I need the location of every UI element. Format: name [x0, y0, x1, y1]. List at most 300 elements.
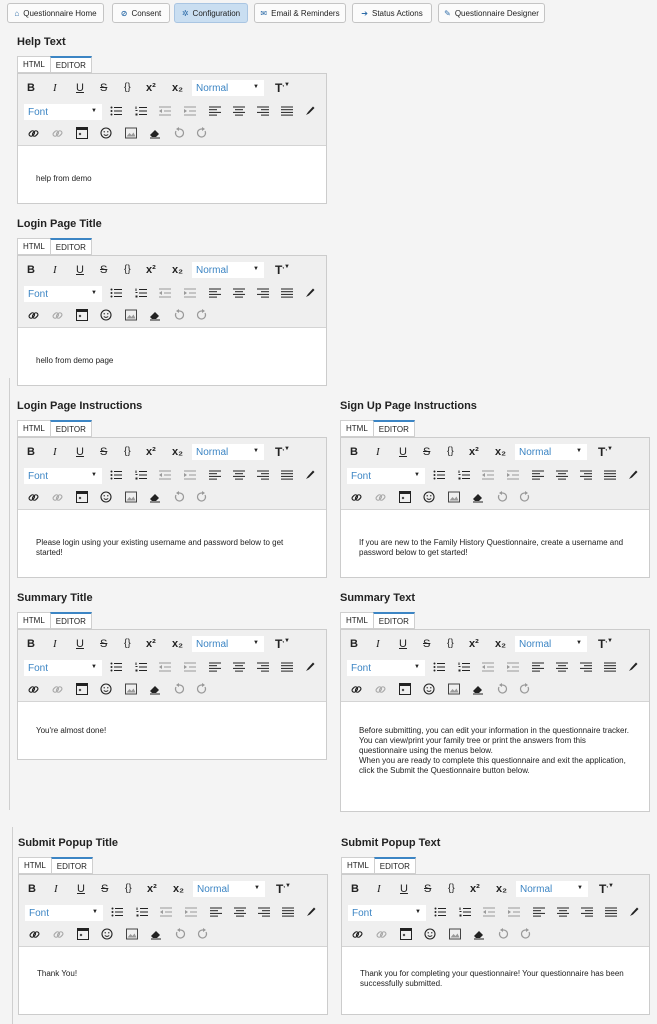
indent-icon[interactable] — [185, 907, 197, 917]
editor-toolbar — [341, 630, 649, 702]
caret-down-icon: ▼ — [254, 885, 260, 891]
caret-down-icon: ,▼ — [282, 446, 290, 452]
tab-editor[interactable]: EDITOR — [374, 857, 416, 874]
editor-mode-tabs — [17, 238, 92, 255]
rich-text-editor — [17, 255, 327, 386]
image-icon[interactable] — [125, 683, 137, 695]
subscript-button[interactable]: x₂ — [172, 446, 184, 458]
underline-button[interactable]: U — [76, 638, 84, 650]
indent-icon[interactable] — [184, 470, 196, 480]
eraser-icon[interactable] — [149, 491, 161, 503]
indent-icon[interactable] — [507, 470, 519, 480]
tab-editor[interactable]: EDITOR — [50, 238, 92, 255]
underline-button[interactable]: U — [399, 638, 407, 650]
submit-popup-title-label: Submit Popup Title — [18, 837, 119, 849]
editor-content[interactable] — [341, 702, 649, 811]
tab-questionnaire-designer[interactable] — [438, 3, 545, 23]
caret-down-icon: ▼ — [91, 290, 97, 296]
code-button[interactable]: {} — [124, 82, 131, 93]
editor-content[interactable] — [342, 947, 649, 1014]
numbered-list-icon[interactable] — [135, 662, 147, 672]
editor-content[interactable] — [19, 947, 327, 1014]
text-color-icon[interactable] — [305, 469, 316, 480]
underline-button[interactable]: U — [77, 883, 85, 895]
bold-button[interactable]: B — [351, 883, 359, 895]
undo-icon[interactable] — [174, 928, 186, 940]
align-right-icon[interactable] — [257, 470, 269, 480]
tab-html[interactable]: HTML — [17, 56, 51, 73]
text-size-icon: T — [275, 445, 283, 459]
superscript-button[interactable]: x² — [146, 82, 156, 94]
emoji-icon[interactable] — [423, 683, 435, 695]
subscript-button[interactable]: x₂ — [172, 264, 184, 276]
outdent-icon[interactable] — [159, 106, 171, 116]
insert-box-icon[interactable] — [400, 928, 412, 940]
outdent-icon[interactable] — [159, 470, 171, 480]
paragraph-style-select[interactable] — [192, 444, 264, 460]
superscript-button[interactable]: x² — [469, 638, 479, 650]
redo-icon[interactable] — [196, 683, 208, 695]
align-justify-icon[interactable] — [604, 470, 616, 480]
undo-icon[interactable] — [173, 127, 185, 139]
section-divider — [12, 827, 13, 1024]
tab-html[interactable]: HTML — [340, 612, 374, 629]
rich-text-editor — [17, 73, 327, 204]
editor-toolbar — [341, 438, 649, 510]
unlink-icon[interactable] — [52, 684, 63, 695]
text-color-icon[interactable] — [305, 661, 316, 672]
bullet-list-icon[interactable] — [110, 662, 122, 672]
outdent-icon[interactable] — [483, 907, 495, 917]
rich-text-editor — [340, 437, 650, 578]
emoji-icon[interactable] — [100, 309, 112, 321]
subscript-button[interactable]: x₂ — [172, 82, 184, 94]
indent-icon[interactable] — [184, 106, 196, 116]
bullet-list-icon[interactable] — [433, 662, 445, 672]
tab-html[interactable]: HTML — [341, 857, 375, 874]
paragraph-style-select[interactable] — [193, 881, 265, 897]
link-icon[interactable] — [351, 684, 362, 695]
emoji-icon[interactable] — [100, 491, 112, 503]
align-left-icon[interactable] — [533, 907, 545, 917]
unlink-icon[interactable] — [375, 684, 386, 695]
editor-content[interactable] — [18, 510, 326, 577]
align-right-icon[interactable] — [580, 470, 592, 480]
gear-icon: ✲ — [181, 8, 189, 18]
align-left-icon[interactable] — [209, 662, 221, 672]
insert-box-icon[interactable] — [399, 491, 411, 503]
underline-button[interactable]: U — [76, 264, 84, 276]
caret-down-icon: ,▼ — [282, 82, 290, 88]
align-left-icon[interactable] — [532, 470, 544, 480]
rich-text-editor — [18, 874, 328, 1015]
link-icon[interactable] — [352, 929, 363, 940]
tab-editor[interactable]: EDITOR — [51, 857, 93, 874]
superscript-button[interactable]: x² — [469, 446, 479, 458]
code-button[interactable]: {} — [447, 638, 454, 649]
editor-content[interactable] — [341, 510, 649, 577]
underline-button[interactable]: U — [76, 82, 84, 94]
editor-mode-tabs — [17, 612, 92, 629]
font-family-value: Font — [29, 907, 50, 919]
undo-icon[interactable] — [496, 491, 508, 503]
tab-editor[interactable]: EDITOR — [50, 612, 92, 629]
bullet-list-icon[interactable] — [110, 470, 122, 480]
code-button[interactable]: {} — [447, 446, 454, 457]
editor-paragraph: You're almost done! — [36, 726, 107, 735]
bullet-list-icon[interactable] — [110, 288, 122, 298]
text-color-icon[interactable] — [305, 105, 316, 116]
editor-paragraph: hello from demo page — [36, 356, 114, 365]
italic-button[interactable]: I — [53, 82, 57, 94]
image-icon[interactable] — [125, 309, 137, 321]
link-icon[interactable] — [29, 929, 40, 940]
tab-consent[interactable] — [112, 3, 170, 23]
font-family-value: Font — [352, 907, 373, 919]
emoji-icon[interactable] — [424, 928, 436, 940]
tab-label: Status Actions — [372, 8, 423, 18]
help-text-field — [17, 36, 327, 204]
outdent-icon[interactable] — [482, 470, 494, 480]
editor-content[interactable] — [18, 702, 326, 759]
strikethrough-button[interactable]: S — [100, 638, 108, 650]
image-icon[interactable] — [448, 683, 460, 695]
font-family-select[interactable] — [348, 905, 426, 921]
eraser-icon[interactable] — [473, 928, 485, 940]
paragraph-style-value: Normal — [519, 638, 552, 650]
tab-configuration[interactable] — [174, 3, 248, 23]
emoji-icon[interactable] — [423, 491, 435, 503]
caret-down-icon: ▼ — [414, 664, 420, 670]
align-center-icon[interactable] — [233, 106, 245, 116]
align-right-icon[interactable] — [580, 662, 592, 672]
tab-html[interactable]: HTML — [340, 420, 374, 437]
font-family-select[interactable] — [24, 104, 102, 120]
unlink-icon[interactable] — [375, 492, 386, 503]
strikethrough-button[interactable]: S — [100, 264, 108, 276]
superscript-button[interactable]: x² — [146, 446, 156, 458]
editor-mode-tabs — [341, 857, 416, 874]
paragraph-style-select[interactable] — [515, 444, 587, 460]
eraser-icon[interactable] — [472, 491, 484, 503]
text-size-button[interactable] — [598, 638, 613, 650]
redo-icon[interactable] — [520, 928, 532, 940]
align-center-icon[interactable] — [233, 662, 245, 672]
italic-button[interactable]: I — [53, 638, 57, 650]
paragraph-style-select[interactable] — [516, 881, 588, 897]
paragraph-style-select[interactable] — [192, 80, 264, 96]
undo-icon[interactable] — [497, 928, 509, 940]
text-color-icon[interactable] — [305, 287, 316, 298]
italic-button[interactable]: I — [377, 883, 381, 895]
italic-button[interactable]: I — [376, 638, 380, 650]
tab-html[interactable]: HTML — [17, 238, 51, 255]
redo-icon[interactable] — [519, 491, 531, 503]
superscript-button[interactable]: x² — [146, 264, 156, 276]
unlink-icon[interactable] — [53, 929, 64, 940]
bullet-list-icon[interactable] — [110, 106, 122, 116]
tab-editor[interactable]: EDITOR — [373, 612, 415, 629]
align-center-icon[interactable] — [556, 470, 568, 480]
italic-button[interactable]: I — [53, 264, 57, 276]
bold-button[interactable]: B — [27, 82, 35, 94]
text-size-button[interactable] — [276, 883, 291, 895]
link-icon[interactable] — [28, 310, 39, 321]
insert-box-icon[interactable] — [76, 309, 88, 321]
signup-page-instructions-label: Sign Up Page Instructions — [340, 400, 477, 412]
subscript-button[interactable]: x₂ — [495, 446, 507, 458]
align-center-icon[interactable] — [233, 288, 245, 298]
strikethrough-button[interactable]: S — [100, 446, 108, 458]
text-size-button[interactable] — [275, 264, 290, 276]
strikethrough-button[interactable]: S — [101, 883, 109, 895]
outdent-icon[interactable] — [159, 288, 171, 298]
subscript-button[interactable]: x₂ — [173, 883, 185, 895]
text-size-button[interactable] — [599, 883, 614, 895]
align-left-icon[interactable] — [532, 662, 544, 672]
underline-button[interactable]: U — [400, 883, 408, 895]
image-icon[interactable] — [449, 928, 461, 940]
link-icon[interactable] — [28, 684, 39, 695]
caret-down-icon: ▼ — [253, 640, 259, 646]
code-button[interactable]: {} — [448, 883, 455, 894]
text-size-button[interactable] — [275, 638, 290, 650]
unlink-icon[interactable] — [376, 929, 387, 940]
align-justify-icon[interactable] — [605, 907, 617, 917]
align-right-icon[interactable] — [581, 907, 593, 917]
caret-down-icon: ▼ — [253, 448, 259, 454]
login-page-instructions-label: Login Page Instructions — [17, 400, 143, 412]
text-size-button[interactable] — [275, 446, 290, 458]
redo-icon[interactable] — [197, 928, 209, 940]
bullet-list-icon[interactable] — [433, 470, 445, 480]
eraser-icon[interactable] — [149, 683, 161, 695]
code-button[interactable]: {} — [124, 446, 131, 457]
align-center-icon[interactable] — [233, 470, 245, 480]
text-color-icon[interactable] — [628, 661, 639, 672]
strikethrough-button[interactable]: S — [423, 446, 431, 458]
align-justify-icon[interactable] — [604, 662, 616, 672]
subscript-button[interactable]: x₂ — [495, 638, 507, 650]
align-right-icon[interactable] — [257, 288, 269, 298]
text-color-icon[interactable] — [629, 906, 640, 917]
numbered-list-icon[interactable] — [459, 907, 471, 917]
numbered-list-icon[interactable] — [135, 470, 147, 480]
editor-content[interactable] — [18, 146, 326, 203]
emoji-icon[interactable] — [100, 683, 112, 695]
italic-button[interactable]: I — [53, 446, 57, 458]
align-center-icon[interactable] — [556, 662, 568, 672]
tab-editor[interactable]: EDITOR — [50, 56, 92, 73]
align-right-icon[interactable] — [257, 662, 269, 672]
paragraph-style-value: Normal — [196, 638, 229, 650]
eraser-icon[interactable] — [149, 309, 161, 321]
link-icon[interactable] — [28, 492, 39, 503]
image-icon[interactable] — [126, 928, 138, 940]
align-left-icon[interactable] — [209, 470, 221, 480]
signup-page-instructions-field — [340, 400, 650, 578]
paragraph-style-value: Normal — [196, 264, 229, 276]
tab-status-actions[interactable] — [352, 3, 432, 23]
caret-down-icon: ▼ — [253, 266, 259, 272]
font-family-select[interactable] — [347, 468, 425, 484]
font-family-select[interactable] — [24, 660, 102, 676]
image-icon[interactable] — [448, 491, 460, 503]
paragraph-style-select[interactable] — [515, 636, 587, 652]
redo-icon[interactable] — [519, 683, 531, 695]
superscript-button[interactable]: x² — [147, 883, 157, 895]
bullet-list-icon[interactable] — [111, 907, 123, 917]
font-family-value: Font — [28, 662, 49, 674]
image-icon[interactable] — [125, 127, 137, 139]
insert-box-icon[interactable] — [76, 491, 88, 503]
link-icon[interactable] — [28, 128, 39, 139]
tab-html[interactable]: HTML — [17, 420, 51, 437]
redo-icon[interactable] — [196, 127, 208, 139]
font-family-select[interactable] — [347, 660, 425, 676]
bold-button[interactable]: B — [28, 883, 36, 895]
emoji-icon[interactable] — [100, 127, 112, 139]
eraser-icon[interactable] — [149, 127, 161, 139]
strikethrough-button[interactable]: S — [423, 638, 431, 650]
tab-email-reminders[interactable] — [254, 3, 346, 23]
tab-html[interactable]: HTML — [17, 612, 51, 629]
redo-icon[interactable] — [196, 309, 208, 321]
login-page-title-field — [17, 218, 327, 386]
bold-button[interactable]: B — [350, 638, 358, 650]
tab-questionnaire-home[interactable] — [7, 3, 104, 23]
align-left-icon[interactable] — [210, 907, 222, 917]
bold-button[interactable]: B — [27, 264, 35, 276]
italic-button[interactable]: I — [54, 883, 58, 895]
align-justify-icon[interactable] — [282, 907, 294, 917]
code-button[interactable]: {} — [125, 883, 132, 894]
caret-down-icon: ▼ — [91, 664, 97, 670]
numbered-list-icon[interactable] — [136, 907, 148, 917]
align-left-icon[interactable] — [209, 106, 221, 116]
numbered-list-icon[interactable] — [135, 288, 147, 298]
undo-icon[interactable] — [173, 683, 185, 695]
code-button[interactable]: {} — [124, 638, 131, 649]
insert-box-icon[interactable] — [76, 683, 88, 695]
bold-button[interactable]: B — [27, 638, 35, 650]
bold-button[interactable]: B — [350, 446, 358, 458]
indent-icon[interactable] — [184, 662, 196, 672]
tab-editor[interactable]: EDITOR — [373, 420, 415, 437]
numbered-list-icon[interactable] — [458, 662, 470, 672]
subscript-button[interactable]: x₂ — [172, 638, 184, 650]
text-size-button[interactable] — [275, 82, 290, 94]
align-center-icon[interactable] — [557, 907, 569, 917]
unlink-icon[interactable] — [52, 492, 63, 503]
text-size-icon: T — [275, 637, 283, 651]
font-family-value: Font — [28, 106, 49, 118]
tab-html[interactable]: HTML — [18, 857, 52, 874]
caret-down-icon: ,▼ — [605, 446, 613, 452]
indent-icon[interactable] — [184, 288, 196, 298]
indent-icon[interactable] — [507, 662, 519, 672]
editor-toolbar — [18, 630, 326, 702]
align-center-icon[interactable] — [234, 907, 246, 917]
caret-down-icon: ▼ — [91, 108, 97, 114]
image-icon[interactable] — [125, 491, 137, 503]
strikethrough-button[interactable]: S — [100, 82, 108, 94]
bullet-list-icon[interactable] — [434, 907, 446, 917]
outdent-icon[interactable] — [159, 662, 171, 672]
align-justify-icon[interactable] — [281, 288, 293, 298]
text-color-icon[interactable] — [306, 906, 317, 917]
text-size-icon: T — [275, 263, 283, 277]
align-left-icon[interactable] — [209, 288, 221, 298]
subscript-button[interactable]: x₂ — [496, 883, 508, 895]
font-family-select[interactable] — [24, 286, 102, 302]
caret-down-icon: ▼ — [91, 472, 97, 478]
insert-box-icon[interactable] — [399, 683, 411, 695]
emoji-icon[interactable] — [101, 928, 113, 940]
editor-mode-tabs — [18, 857, 93, 874]
paragraph-style-value: Normal — [196, 446, 229, 458]
superscript-button[interactable]: x² — [470, 883, 480, 895]
font-family-value: Font — [28, 470, 49, 482]
bold-button[interactable]: B — [27, 446, 35, 458]
outdent-icon[interactable] — [482, 662, 494, 672]
align-right-icon[interactable] — [257, 106, 269, 116]
code-button[interactable]: {} — [124, 264, 131, 275]
summary-text-field — [340, 592, 650, 812]
redo-icon[interactable] — [196, 491, 208, 503]
editor-toolbar — [18, 438, 326, 510]
align-justify-icon[interactable] — [281, 106, 293, 116]
outdent-icon[interactable] — [160, 907, 172, 917]
font-family-select[interactable] — [25, 905, 103, 921]
numbered-list-icon[interactable] — [458, 470, 470, 480]
unlink-icon[interactable] — [52, 310, 63, 321]
indent-icon[interactable] — [508, 907, 520, 917]
paragraph-style-select[interactable] — [192, 262, 264, 278]
underline-button[interactable]: U — [76, 446, 84, 458]
caret-down-icon: ▼ — [576, 448, 582, 454]
tab-label: Consent — [131, 8, 162, 18]
eraser-icon[interactable] — [472, 683, 484, 695]
undo-icon[interactable] — [496, 683, 508, 695]
insert-box-icon[interactable] — [76, 127, 88, 139]
eraser-icon[interactable] — [150, 928, 162, 940]
superscript-button[interactable]: x² — [146, 638, 156, 650]
editor-paragraph: help from demo — [36, 174, 92, 183]
undo-icon[interactable] — [173, 491, 185, 503]
numbered-list-icon[interactable] — [135, 106, 147, 116]
font-family-select[interactable] — [24, 468, 102, 484]
paragraph-style-select[interactable] — [192, 636, 264, 652]
italic-button[interactable]: I — [376, 446, 380, 458]
align-justify-icon[interactable] — [281, 662, 293, 672]
strikethrough-button[interactable]: S — [424, 883, 432, 895]
tab-editor[interactable]: EDITOR — [50, 420, 92, 437]
text-size-button[interactable] — [598, 446, 613, 458]
underline-button[interactable]: U — [399, 446, 407, 458]
align-right-icon[interactable] — [258, 907, 270, 917]
text-color-icon[interactable] — [628, 469, 639, 480]
link-icon[interactable] — [351, 492, 362, 503]
align-justify-icon[interactable] — [281, 470, 293, 480]
caret-down-icon: ▼ — [92, 909, 98, 915]
editor-content[interactable] — [18, 328, 326, 385]
paragraph-style-value: Normal — [520, 883, 553, 895]
undo-icon[interactable] — [173, 309, 185, 321]
insert-box-icon[interactable] — [77, 928, 89, 940]
tab-label: Configuration — [192, 8, 241, 18]
unlink-icon[interactable] — [52, 128, 63, 139]
